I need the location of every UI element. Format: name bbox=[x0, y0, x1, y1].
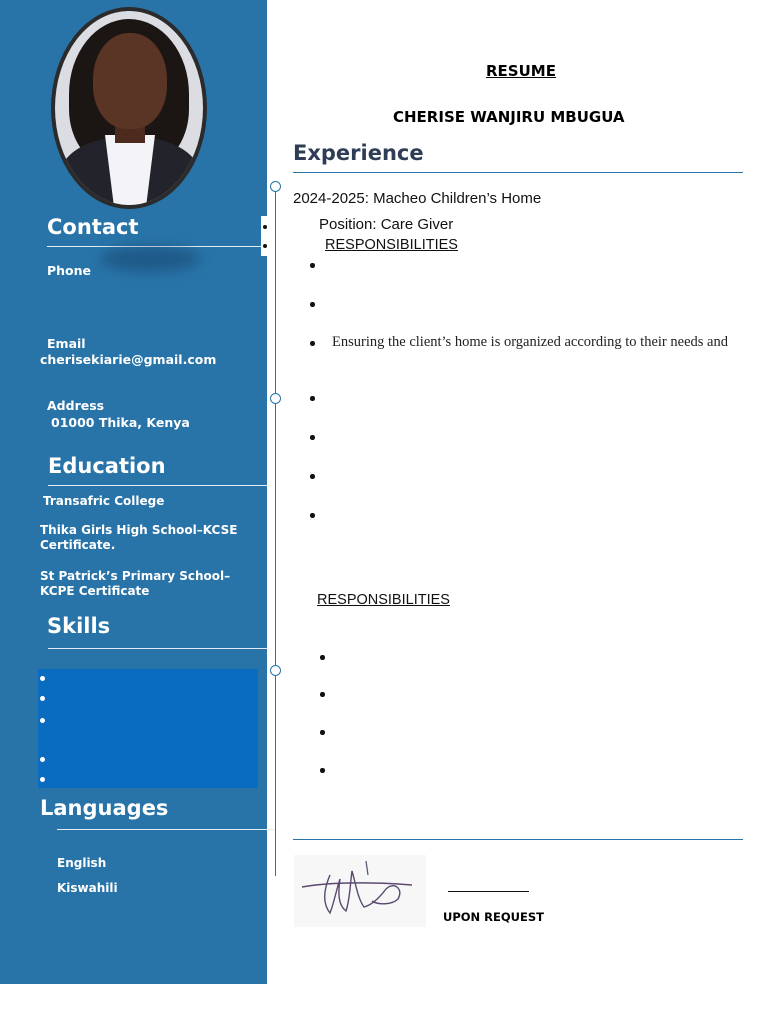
responsibility-bullet bbox=[310, 435, 315, 440]
sidebar bbox=[0, 0, 267, 984]
responsibility-bullet bbox=[310, 302, 315, 307]
responsibility-bullet bbox=[320, 692, 325, 697]
skill-bullet bbox=[40, 696, 45, 701]
education-item: Transafric College bbox=[43, 494, 165, 508]
address-label: Address bbox=[47, 398, 105, 413]
timeline-line bbox=[275, 186, 276, 876]
experience-heading: Experience bbox=[293, 141, 424, 165]
phone-label: Phone bbox=[47, 263, 92, 278]
responsibilities-label: RESPONSIBILITIES bbox=[325, 237, 458, 253]
resume-title: RESUME bbox=[486, 62, 556, 80]
responsibility-text: Ensuring the client’s home is organized according to their needs and bbox=[332, 334, 728, 350]
signature-image bbox=[294, 855, 426, 927]
timeline-tab bbox=[261, 216, 268, 256]
references-upon-request: UPON REQUEST bbox=[443, 910, 544, 924]
candidate-name: CHERISE WANJIRU MBUGUA bbox=[393, 108, 625, 126]
footer-divider bbox=[293, 839, 743, 840]
responsibility-bullet bbox=[310, 396, 315, 401]
signature-line bbox=[448, 891, 529, 892]
responsibility-bullet bbox=[310, 341, 315, 346]
skill-bullet bbox=[40, 676, 45, 681]
responsibilities-label: RESPONSIBILITIES bbox=[317, 592, 450, 608]
skills-divider bbox=[48, 648, 267, 649]
skill-bullet bbox=[40, 777, 45, 782]
timeline-node bbox=[270, 393, 281, 404]
skills-list bbox=[38, 669, 258, 788]
responsibility-bullet bbox=[320, 768, 325, 773]
timeline-tab-dot bbox=[263, 225, 267, 229]
heading-shadow bbox=[100, 246, 200, 272]
job-title: 2024-2025: Macheo Children’s Home bbox=[293, 190, 542, 207]
experience-divider bbox=[293, 172, 743, 173]
email-value: cherisekiarie@gmail.com bbox=[40, 352, 217, 367]
job-position: Position: Care Giver bbox=[319, 216, 454, 233]
address-value: 01000 Thika, Kenya bbox=[51, 415, 190, 430]
skill-bullet bbox=[40, 718, 45, 723]
languages-heading: Languages bbox=[40, 796, 169, 820]
language-item: English bbox=[57, 856, 107, 870]
responsibility-bullet bbox=[320, 655, 325, 660]
language-item: Kiswahili bbox=[57, 881, 118, 895]
email-label: Email bbox=[47, 336, 86, 351]
timeline-node bbox=[270, 181, 281, 192]
profile-photo bbox=[51, 7, 207, 209]
responsibility-bullet bbox=[310, 474, 315, 479]
responsibility-bullet bbox=[310, 513, 315, 518]
education-heading: Education bbox=[48, 454, 166, 478]
contact-heading: Contact bbox=[47, 215, 139, 239]
responsibility-bullet bbox=[310, 263, 315, 268]
timeline-node bbox=[270, 665, 281, 676]
responsibility-bullet bbox=[320, 730, 325, 735]
education-item: Thika Girls High School–KCSE Certificate. bbox=[40, 523, 238, 552]
skill-bullet bbox=[40, 757, 45, 762]
education-item: St Patrick’s Primary School–KCPE Certificate bbox=[40, 569, 231, 598]
timeline-tab-dot bbox=[263, 244, 267, 248]
education-divider bbox=[48, 485, 267, 486]
skills-heading: Skills bbox=[47, 614, 111, 638]
languages-divider bbox=[57, 829, 275, 830]
